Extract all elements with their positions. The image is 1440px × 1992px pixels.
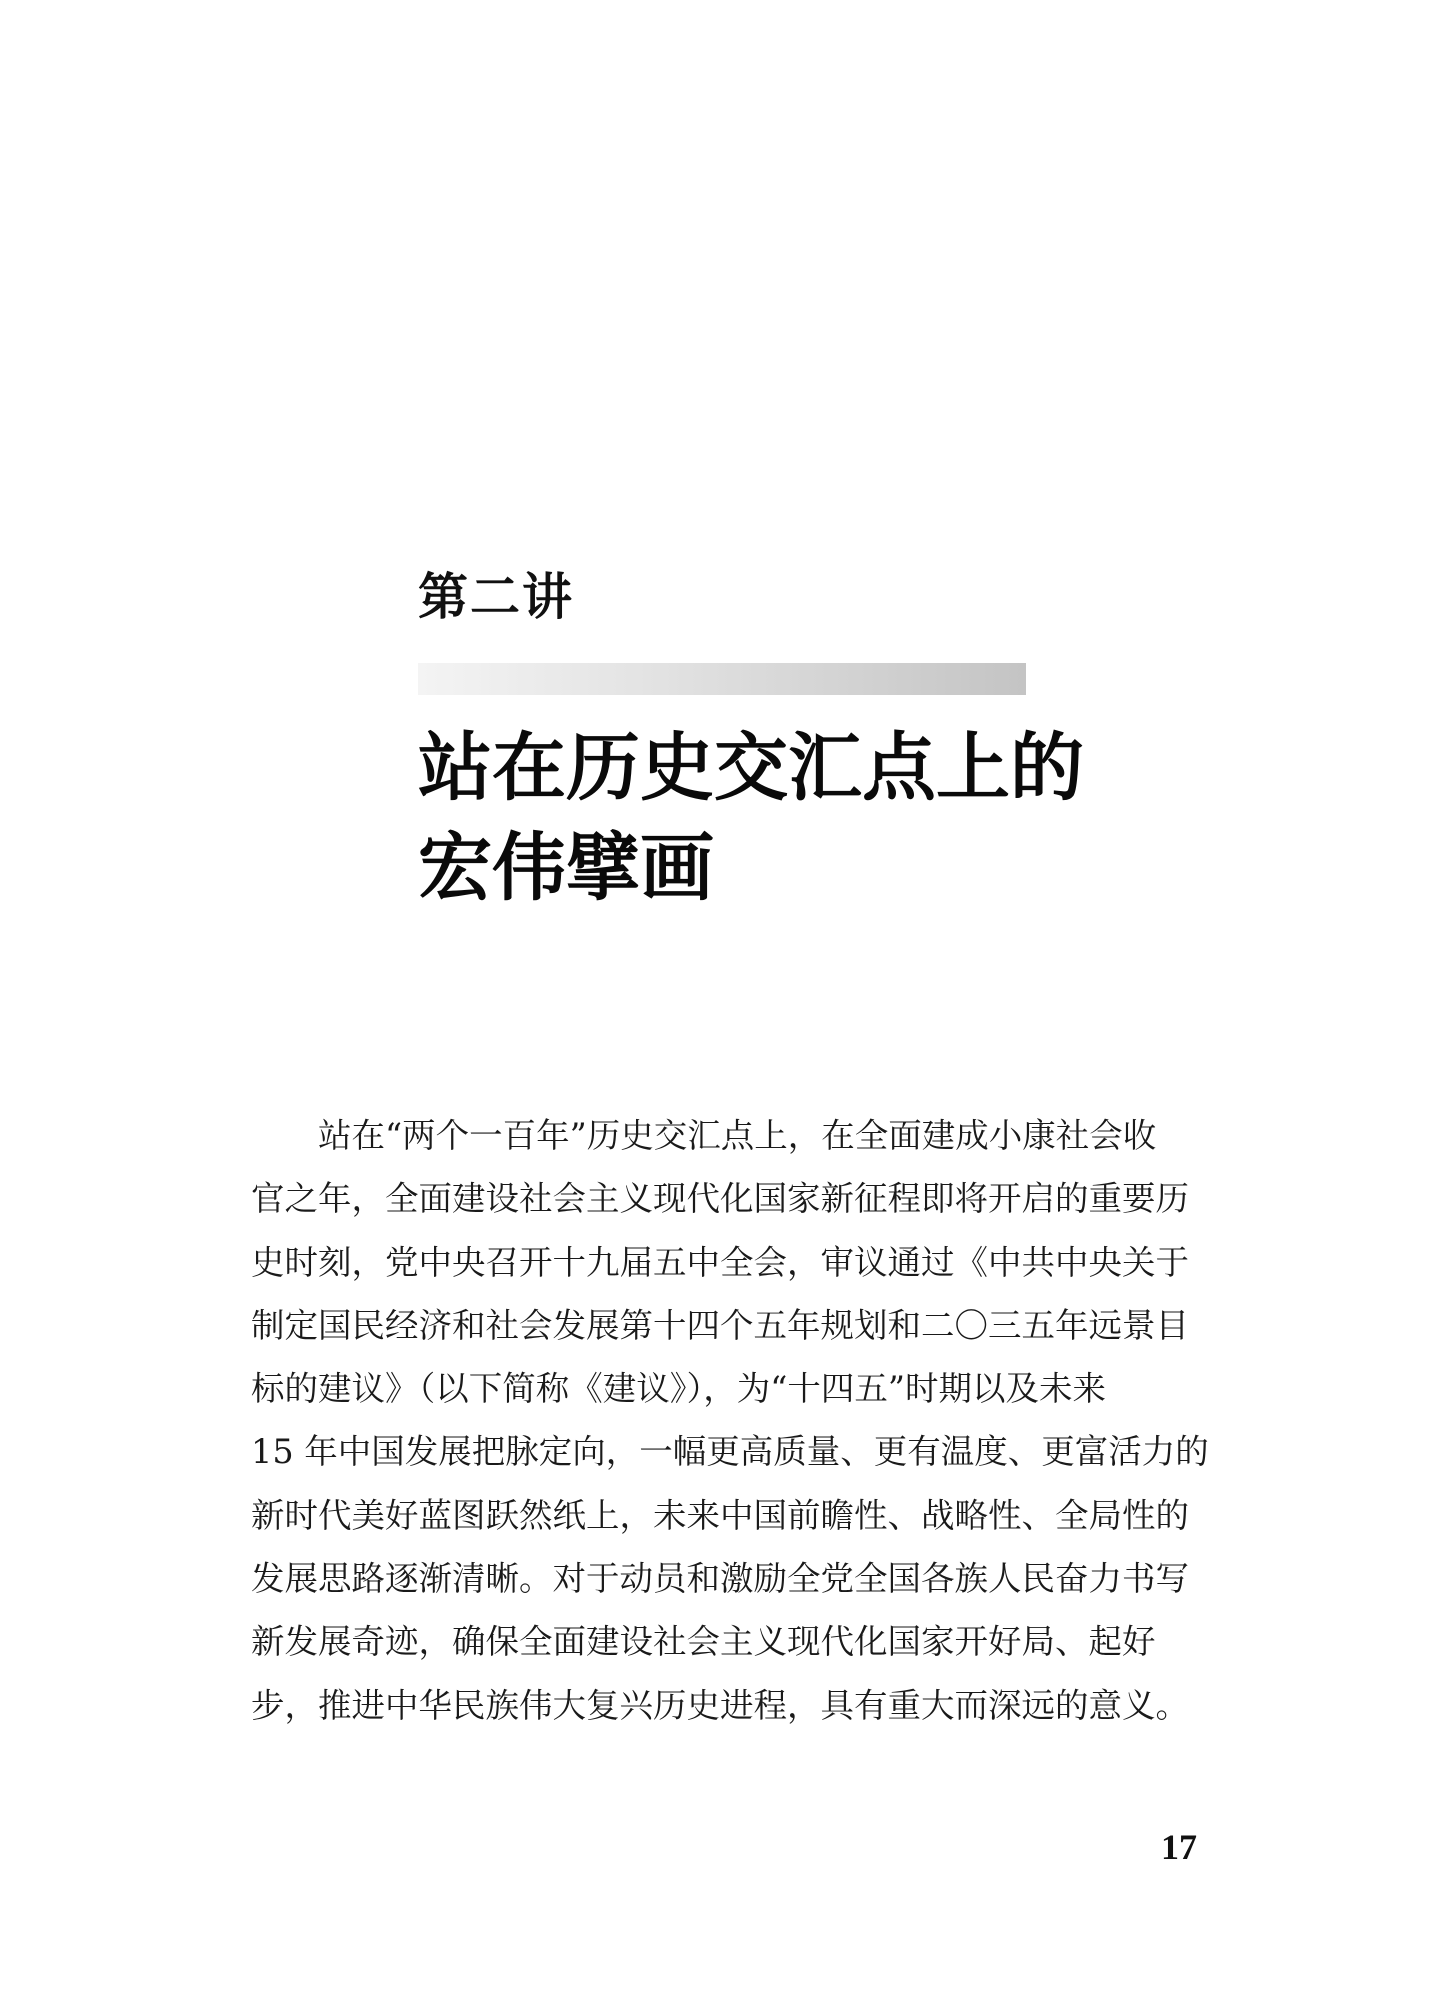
body-line: 新发展奇迹，确保全面建设社会主义现代化国家开好局、起好 (251, 1622, 1156, 1662)
body-line: 步，推进中华民族伟大复兴历史进程，具有重大而深远的意义。 (251, 1685, 1189, 1725)
body-line: 站在“两个一百年”历史交汇点上，在全面建成小康社会收 (318, 1116, 1157, 1155)
body-paragraph (251, 1104, 1209, 1737)
body-line: 官之年，全面建设社会主义现代化国家新征程即将开启的重要历 (251, 1179, 1189, 1219)
page-number: 17 (1161, 1827, 1197, 1867)
chapter-title-line: 宏伟擘画 (418, 825, 714, 911)
chapter-title (418, 718, 1118, 918)
body-line: 新时代美好蓝图跃然纸上，未来中国前瞻性、战略性、全局性的 (251, 1495, 1189, 1535)
body-line: 标的建议》（以下简称《建议》），为“十四五”时期以及未来 (251, 1369, 1107, 1409)
body-line: 15 年中国发展把脉定向，一幅更高质量、更有温度、更富活力的 (251, 1432, 1209, 1472)
chapter-title-line: 站在历史交汇点上的 (418, 725, 1084, 811)
body-line: 制定国民经济和社会发展第十四个五年规划和二〇三五年远景目 (251, 1305, 1189, 1345)
lecture-label: 第二讲 (418, 568, 574, 626)
title-divider-bar (418, 663, 1026, 695)
body-line: 发展思路逐渐清晰。对于动员和激励全党全国各族人民奋力书写 (251, 1559, 1189, 1599)
body-line: 史时刻，党中央召开十九届五中全会，审议通过《中共中央关于 (251, 1242, 1189, 1282)
